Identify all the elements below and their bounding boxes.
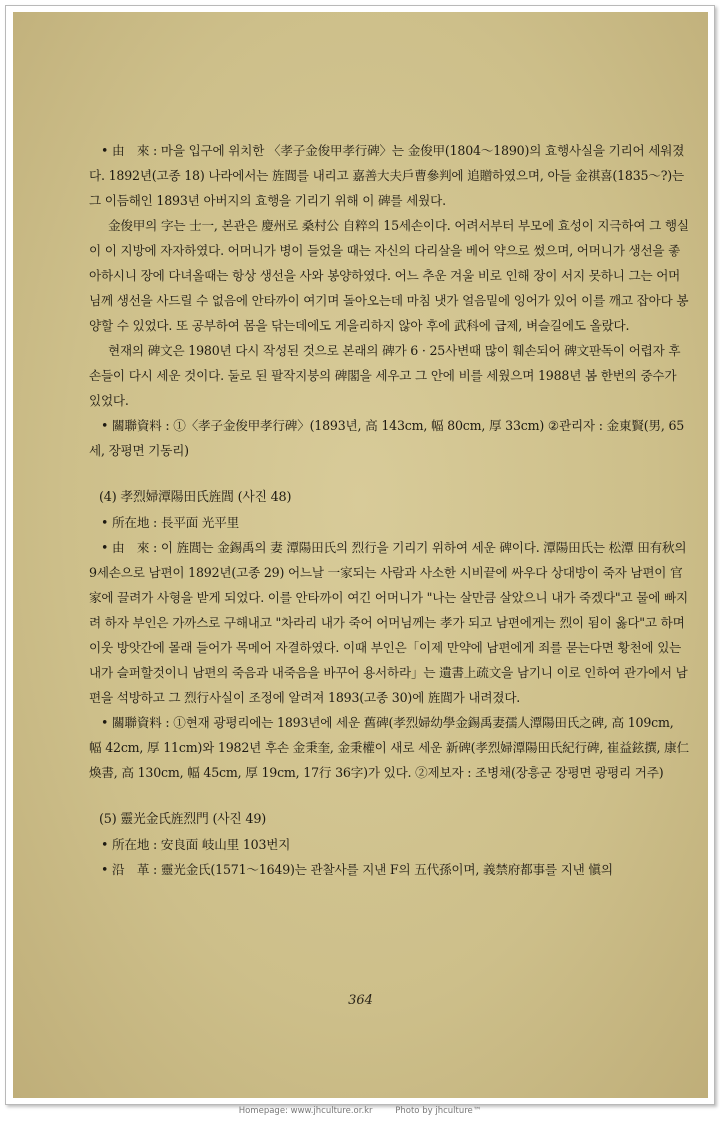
biography-paragraph: 金俊甲의 字는 士一, 본관은 慶州로 桑村公 自粹의 15세손이다. 어려서부터 부모에 효성이 지극하여 그 행실이 이 지방에 자자하였다. 어머니가 병이 들었을 때는 자신의 다리살을 베어 약으로 썼으며, 어머니가 생선을 좋아하시니 장에 다녀올때는 항상 생선을 사와 봉양하였다. 어느 추운 겨울 비로 인해 장이 서지 못하니 그는 어머님께 생선을 사드릴 수 없음에 안타까이 여기며 돌아오는데 마침 냇가 얼음밑에 잉어가 있어 이를 깨고 잡아다 봉양할 수 있었다. 또 공부하여 몸을 닦는데에도 게을리하지 않아 후에 武科에 급제, 벼슬길에도 올랐다.	[89, 218, 689, 333]
section-4-related-materials: • 關聯資料 : ①현재 광평리에는 1893년에 세운 舊碑(孝烈婦幼學金錫禹妻孺人潭陽田氏之碑, 高 109cm, 幅 42cm, 厚 11cm)와 1982년 후손 金秉奎, 金秉權이 새로 세운 新碑(孝烈婦潭陽田氏紀行碑, 崔益鉉撰, 康仁煥書, 高 130cm, 幅 45cm, 厚 19cm, 17行 36字)가 있다. ②제보자 : 조병채(장흥군 장평면 광평리 거주)	[89, 715, 689, 780]
homepage-credit: Homepage: www.jhculture.or.kr	[238, 1106, 373, 1116]
section-5-history: • 沿 革 : 靈光金氏(1571～1649)는 관찰사를 지낸 F의 五代孫이며, 義禁府都事를 지낸 愼의	[101, 862, 613, 877]
photo-credit-footer	[0, 1106, 720, 1116]
photo-credit: Photo by jhculture™	[395, 1106, 482, 1116]
page-number: 364	[348, 993, 373, 1008]
section-4-title: (4) 孝烈婦潭陽田氏旌閭 (사진 48)	[99, 490, 292, 505]
section-5-title: (5) 靈光金氏旌烈門 (사진 49)	[99, 812, 267, 827]
page-body-text	[89, 138, 689, 882]
section-5-location: • 所在地 : 安良面 岐山里 103번지	[101, 837, 291, 852]
scanned-book-page	[13, 12, 708, 1098]
photo-frame	[5, 5, 715, 1105]
section-4-location: • 所在地 : 長平面 光平里	[101, 515, 240, 530]
origin-paragraph-1: • 由 來 : 마을 입구에 위치한 〈孝子金俊甲孝行碑〉는 金俊甲(1804～1890)의 효행사실을 기리어 세워졌다. 1892년(고종 18) 나라에서는 旌閭를 내리고 嘉善大夫戶曹參判에 追贈하였으며, 아들 金祺喜(1835～?)는 그 이듬해인 1893년 아버지의 효행을 기리기 위해 이 碑를 세웠다.	[89, 143, 685, 208]
section-4-origin: • 由 來 : 이 旌閭는 金錫禹의 妻 潭陽田氏의 烈行을 기리기 위하여 세운 碑이다. 潭陽田氏는 松潭 田有秋의 9세손으로 남편이 1892년(고종 29) 어느날 一家되는 사람과 사소한 시비끝에 싸우다 상대방이 죽자 남편이 官家에 끌려가 사형을 받게 되었다. 이를 안타까이 여긴 어머니가 "나는 살만큼 살았으니 내가 죽겠다"고 물에 빠지려 하자 부인은 가까스로 구해내고 "차라리 내가 죽어 어머님께는 孝가 되고 남편에게는 烈이 됨이 옳다"고 하며 이웃 방앗간에 몰래 들어가 목메어 자결하였다. 이때 부인은「이제 만약에 남편에게 죄를 묻는다면 황천에 있는 내가 슬퍼할것이니 남편의 죽음과 내죽음을 바꾸어 용서하라」는 遺書上疏文을 남기니 이로 인하여 관가에서 남편을 석방하고 그 烈行사실이 조정에 알려져 1893(고종 30)에 旌閭가 내려졌다.	[89, 540, 688, 705]
related-materials-1: • 關聯資料 : ①〈孝子金俊甲孝行碑〉(1893년, 高 143cm, 幅 80cm, 厚 33cm) ②관리자 : 金東賢(男, 65세, 장평면 기동리)	[89, 418, 685, 458]
epitaph-paragraph: 현재의 碑文은 1980년 다시 작성된 것으로 본래의 碑가 6 · 25사변때 많이 훼손되어 碑文판독이 어렵자 후손들이 다시 세운 것이다. 둘로 된 팔작지붕의 碑閣을 세우고 그 안에 비를 세웠으며 1988년 봄 한번의 중수가 있었다.	[89, 343, 681, 408]
